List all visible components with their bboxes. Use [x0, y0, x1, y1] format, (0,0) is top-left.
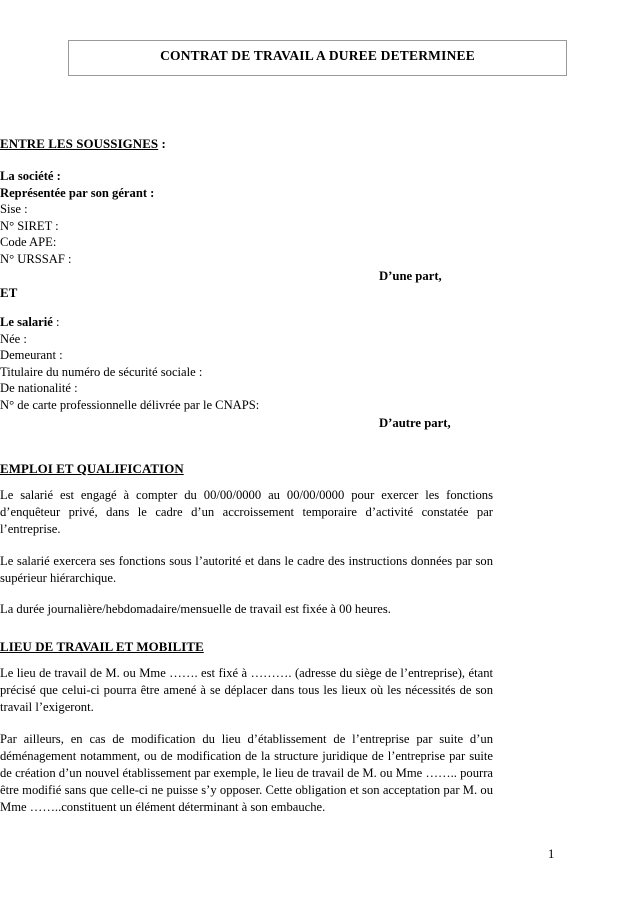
document-title-box — [68, 40, 567, 76]
parties-heading-suffix: : — [158, 137, 166, 151]
employer-siret-line: N° SIRET : — [0, 218, 59, 233]
section-heading-emploi — [0, 461, 493, 478]
page-number: 1 — [548, 847, 555, 861]
conjunction-et: ET — [0, 286, 18, 300]
document-title: CONTRAT DE TRAVAIL A DUREE DETERMINEE — [160, 48, 475, 63]
employee-social-security-line: Titulaire du numéro de sécurité sociale : — [0, 364, 203, 379]
paragraph: Le lieu de travail de M. ou Mme ……. est fixé à ………. (adresse du siège de l’entreprise), étant précisé que celui-ci pourra être amené à se déplacer dans tous les lieux où les nécessités de son travail l’exigeront. — [0, 666, 493, 715]
employer-company-line: La société : — [0, 169, 61, 183]
section-body-lieu — [0, 665, 493, 817]
parties-heading — [0, 136, 493, 153]
employee-label: Le salarié — [0, 315, 53, 329]
employer-urssaf-line: N° URSSAF : — [0, 251, 72, 266]
employee-details — [0, 314, 493, 414]
section-heading-lieu — [0, 639, 493, 656]
paragraph: Le salarié est engagé à compter du 00/00/0000 au 00/00/0000 pour exercer les fonctions d’enquêteur privé, dans le cadre d’un accroissement temporaire d’activité constatée par l’entreprise. — [0, 488, 493, 537]
employee-label-suffix: : — [52, 315, 60, 329]
employee-birth-line: Née : — [0, 331, 27, 346]
paragraph: La durée journalière/hebdomadaire/mensuelle de travail est fixée à 00 heures. — [0, 602, 391, 617]
employee-cnaps-card-line: N° de carte professionnelle délivrée par le CNAPS: — [0, 397, 260, 412]
first-party-label: D’une part, — [379, 269, 442, 283]
section-heading-lieu-text: LIEU DE TRAVAIL ET MOBILITE — [0, 640, 204, 654]
second-party-label: D’autre part, — [379, 416, 451, 430]
employer-details — [0, 168, 493, 268]
parties-heading-underlined: ENTRE LES SOUSSIGNES — [0, 137, 159, 151]
employer-address-line: Sise : — [0, 202, 28, 217]
paragraph: Par ailleurs, en cas de modification du lieu d’établissement de l’entreprise par suite d’un déménagement notamment, ou de modification de la structure juridique de l’entreprise par suite de création d’un nouvel établissement par exemple, le lieu de travail de M. ou Mme …….. pourra être modifié sans que celle-ci ne puisse s’y opposer. Cette obligation et son acceptation par M. ou Mme ……..constituent un élément déterminant à son embauche. — [0, 731, 493, 815]
employee-label-line — [0, 314, 493, 331]
paragraph: Le salarié exercera ses fonctions sous l’autorité et dans le cadre des instructions données par son supérieur hiérarchique. — [0, 553, 493, 585]
section-heading-emploi-text: EMPLOI ET QUALIFICATION — [0, 462, 184, 476]
section-body-emploi — [0, 487, 493, 618]
employee-nationality-line: De nationalité : — [0, 381, 78, 396]
employee-residence-line: Demeurant : — [0, 348, 63, 363]
employer-representative-line: Représentée par son gérant : — [0, 185, 155, 200]
employer-ape-line: Code APE: — [0, 235, 57, 250]
